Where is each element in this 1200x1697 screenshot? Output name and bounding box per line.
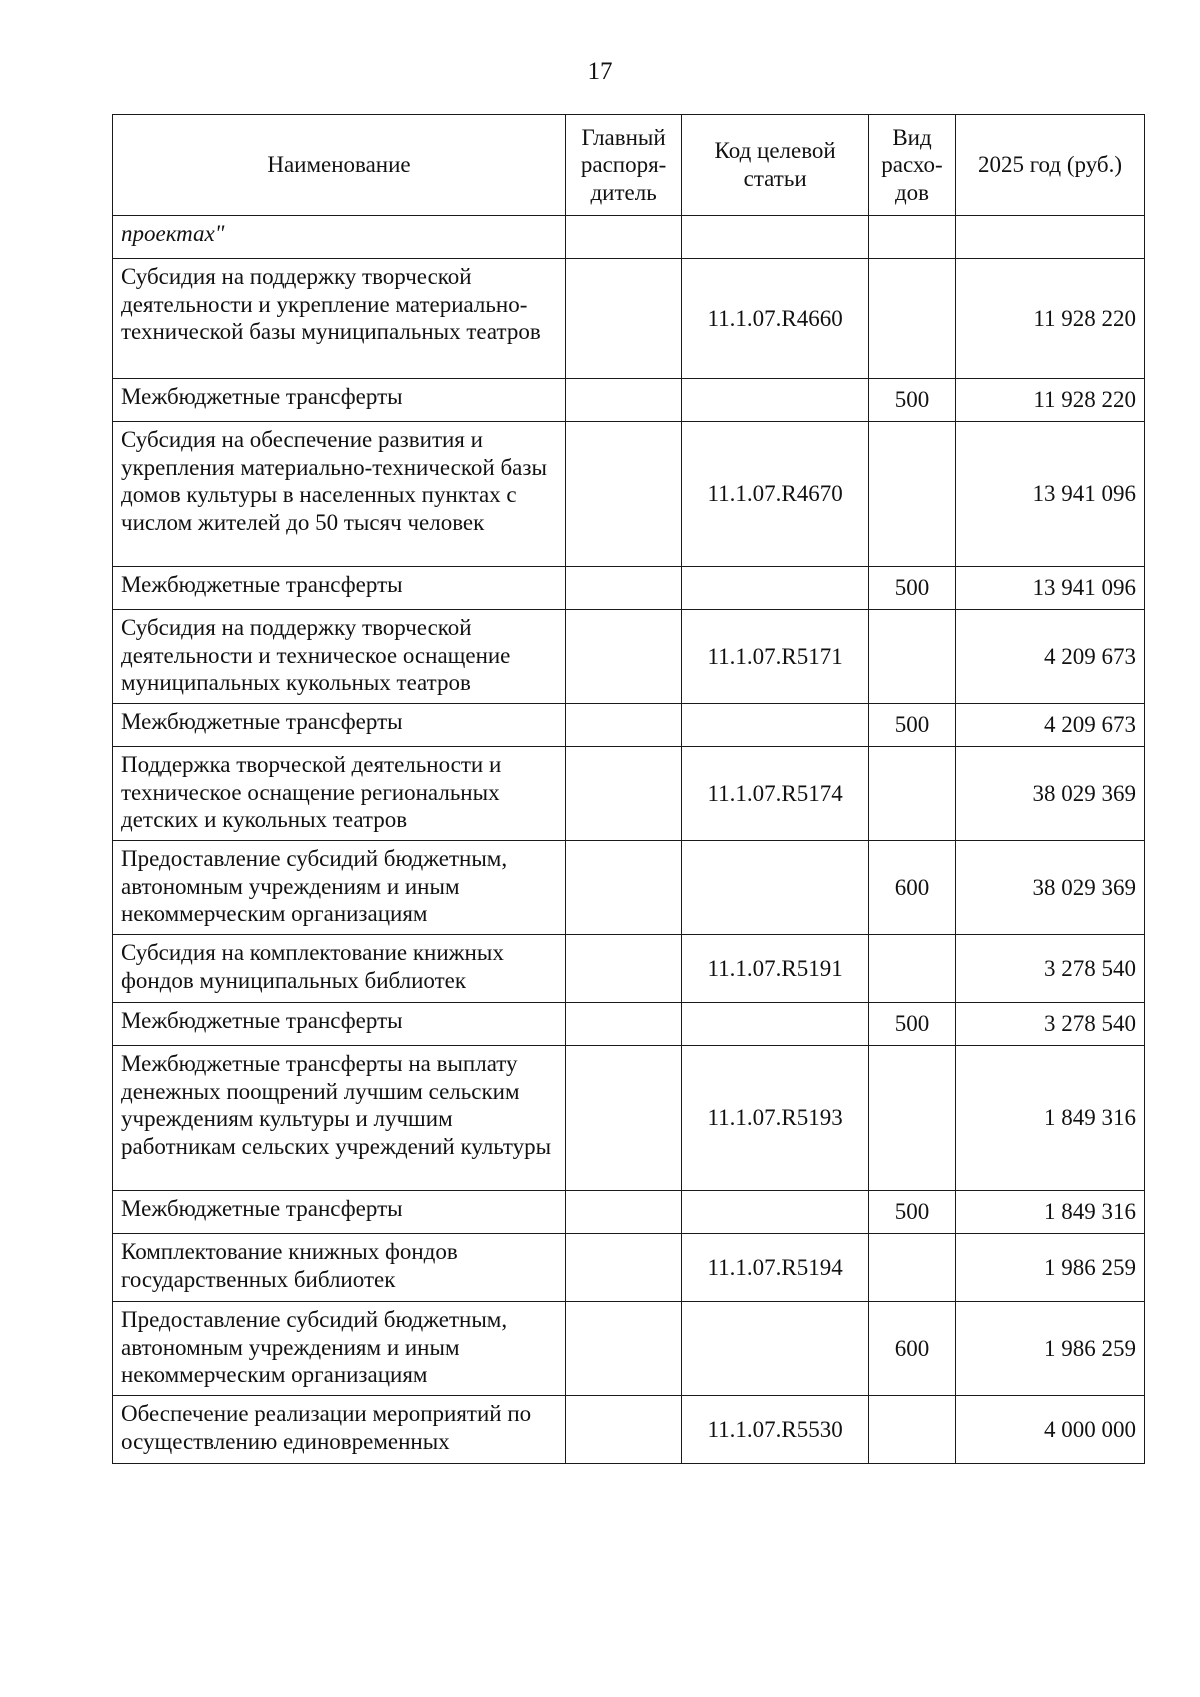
- row-name-cell: Поддержка творческой деятельности и техническое оснащение региональных детских и кукольных театров: [113, 747, 566, 841]
- header-manager: Главный распоря-дитель: [565, 115, 681, 216]
- row-type-cell: [869, 610, 956, 704]
- row-name-cell: Межбюджетные трансферты на выплату денежных поощрений лучшим сельским учреждениям культуры и лучшим работникам сельских учреждений культуры: [113, 1046, 566, 1191]
- row-code-cell: 11.1.07.R5530: [682, 1396, 869, 1464]
- row-amount-cell: 13 941 096: [955, 567, 1144, 610]
- row-amount-cell: 4 209 673: [955, 704, 1144, 747]
- row-amount-cell: 1 986 259: [955, 1234, 1144, 1302]
- row-name-cell: Межбюджетные трансферты: [113, 1191, 566, 1234]
- row-amount-cell: 1 849 316: [955, 1191, 1144, 1234]
- table-body: [113, 216, 1145, 1464]
- table-row: [113, 1046, 1145, 1191]
- row-type-cell: [869, 1396, 956, 1464]
- row-amount-cell: 38 029 369: [955, 747, 1144, 841]
- header-type: Вид расхо-дов: [869, 115, 956, 216]
- row-amount-cell: 4 209 673: [955, 610, 1144, 704]
- table-row: [113, 747, 1145, 841]
- row-code-cell: [682, 567, 869, 610]
- row-manager-cell: [565, 259, 681, 379]
- row-manager-cell: [565, 1003, 681, 1046]
- row-manager-cell: [565, 1191, 681, 1234]
- row-manager-cell: [565, 704, 681, 747]
- row-name-cell: Межбюджетные трансферты: [113, 379, 566, 422]
- row-code-cell: 11.1.07.R5194: [682, 1234, 869, 1302]
- row-amount-cell: 13 941 096: [955, 422, 1144, 567]
- row-name-cell: Межбюджетные трансферты: [113, 1003, 566, 1046]
- table-row: [113, 1234, 1145, 1302]
- row-name-cell: Межбюджетные трансферты: [113, 704, 566, 747]
- row-manager-cell: [565, 216, 681, 259]
- row-type-cell: 600: [869, 1302, 956, 1396]
- row-manager-cell: [565, 379, 681, 422]
- row-manager-cell: [565, 1396, 681, 1464]
- row-amount-cell: 3 278 540: [955, 1003, 1144, 1046]
- budget-table: [112, 114, 1145, 1464]
- row-code-cell: [682, 379, 869, 422]
- table-row: [113, 567, 1145, 610]
- row-amount-cell: 1 849 316: [955, 1046, 1144, 1191]
- table-row: [113, 704, 1145, 747]
- table-row: [113, 610, 1145, 704]
- header-name: Наименование: [113, 115, 566, 216]
- row-type-cell: 500: [869, 704, 956, 747]
- row-name-cell: Субсидия на поддержку творческой деятельности и техническое оснащение муниципальных кукольных театров: [113, 610, 566, 704]
- row-name-cell: Обеспечение реализации мероприятий по осуществлению единовременных: [113, 1396, 566, 1464]
- row-code-cell: [682, 1003, 869, 1046]
- table-row: [113, 1302, 1145, 1396]
- row-type-cell: 500: [869, 567, 956, 610]
- row-name-cell: Субсидия на обеспечение развития и укрепления материально-технической базы домов культуры в населенных пунктах с числом жителей до 50 тысяч человек: [113, 422, 566, 567]
- row-manager-cell: [565, 610, 681, 704]
- table-row: [113, 935, 1145, 1003]
- row-manager-cell: [565, 1234, 681, 1302]
- header-amount: 2025 год (руб.): [955, 115, 1144, 216]
- row-code-cell: 11.1.07.R5171: [682, 610, 869, 704]
- table-row: [113, 1396, 1145, 1464]
- row-manager-cell: [565, 1302, 681, 1396]
- row-name-cell: Субсидия на поддержку творческой деятельности и укрепление материально-технической базы муниципальных театров: [113, 259, 566, 379]
- row-type-cell: [869, 259, 956, 379]
- row-type-cell: [869, 422, 956, 567]
- table-row: [113, 841, 1145, 935]
- row-code-cell: 11.1.07.R4660: [682, 259, 869, 379]
- row-manager-cell: [565, 567, 681, 610]
- row-type-cell: 600: [869, 841, 956, 935]
- row-manager-cell: [565, 1046, 681, 1191]
- row-code-cell: [682, 1191, 869, 1234]
- page-number: 17: [587, 58, 613, 85]
- row-amount-cell: 11 928 220: [955, 259, 1144, 379]
- row-code-cell: [682, 704, 869, 747]
- row-type-cell: [869, 216, 956, 259]
- row-code-cell: 11.1.07.R5174: [682, 747, 869, 841]
- row-code-cell: 11.1.07.R5193: [682, 1046, 869, 1191]
- row-manager-cell: [565, 935, 681, 1003]
- row-name-cell: проектах": [113, 216, 566, 259]
- row-name-cell: Субсидия на комплектование книжных фондов муниципальных библиотек: [113, 935, 566, 1003]
- row-code-cell: 11.1.07.R5191: [682, 935, 869, 1003]
- table-header-row: [113, 115, 1145, 216]
- row-amount-cell: 38 029 369: [955, 841, 1144, 935]
- row-manager-cell: [565, 747, 681, 841]
- row-name-cell: Межбюджетные трансферты: [113, 567, 566, 610]
- row-code-cell: 11.1.07.R4670: [682, 422, 869, 567]
- row-name-cell: Предоставление субсидий бюджетным, автономным учреждениям и иным некоммерческим организациям: [113, 1302, 566, 1396]
- row-amount-cell: 11 928 220: [955, 379, 1144, 422]
- row-code-cell: [682, 216, 869, 259]
- row-amount-cell: 3 278 540: [955, 935, 1144, 1003]
- row-amount-cell: [955, 216, 1144, 259]
- table-row: [113, 216, 1145, 259]
- row-manager-cell: [565, 422, 681, 567]
- table-row: [113, 422, 1145, 567]
- row-type-cell: 500: [869, 1003, 956, 1046]
- table-row: [113, 259, 1145, 379]
- row-name-cell: Предоставление субсидий бюджетным, автономным учреждениям и иным некоммерческим организациям: [113, 841, 566, 935]
- row-type-cell: [869, 935, 956, 1003]
- row-type-cell: [869, 1046, 956, 1191]
- row-type-cell: 500: [869, 1191, 956, 1234]
- row-code-cell: [682, 841, 869, 935]
- table-row: [113, 379, 1145, 422]
- row-name-cell: Комплектование книжных фондов государственных библиотек: [113, 1234, 566, 1302]
- row-code-cell: [682, 1302, 869, 1396]
- table-row: [113, 1003, 1145, 1046]
- row-type-cell: [869, 747, 956, 841]
- header-code: Код целевой статьи: [682, 115, 869, 216]
- row-type-cell: 500: [869, 379, 956, 422]
- row-amount-cell: 1 986 259: [955, 1302, 1144, 1396]
- row-amount-cell: 4 000 000: [955, 1396, 1144, 1464]
- row-type-cell: [869, 1234, 956, 1302]
- row-manager-cell: [565, 841, 681, 935]
- table-row: [113, 1191, 1145, 1234]
